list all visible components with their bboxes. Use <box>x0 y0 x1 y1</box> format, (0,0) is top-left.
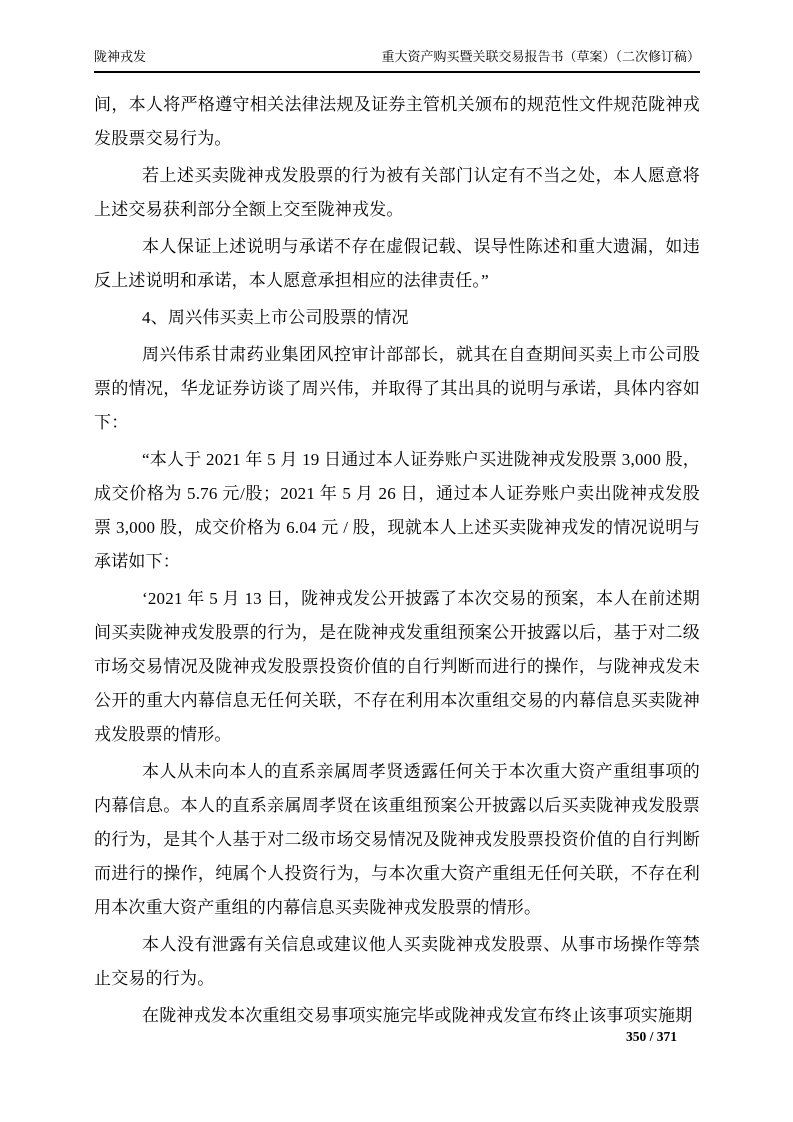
paragraph: ‘2021 年 5 月 13 日，陇神戎发公开披露了本次交易的预案，本人在前述期间买卖陇神戎发股票的行为，是在陇神戎发重组预案公开披露以后，基于对二级市场交易情况及陇神戎发股票投资价值的自行判断而进行的操作，与陇神戎发未公开的重大内幕信息无任何关联，不存在利用本次重组交易的内幕信息买卖陇神戎发股票的情形。 <box>94 589 700 744</box>
paragraph: 本人保证上述说明与承诺不存在虚假记载、误导性陈述和重大遗漏，如违反上述说明和承诺，本人愿意承担相应的法律责任。” <box>94 237 700 290</box>
document-body <box>94 88 700 1036</box>
paragraph: 本人没有泄露有关信息或建议他人买卖陇神戎发股票、从事市场操作等禁止交易的行为。 <box>94 935 700 988</box>
page-footer <box>626 1028 677 1046</box>
header-company-name: 陇神戎发 <box>94 49 147 64</box>
paragraph: 若上述买卖陇神戎发股票的行为被有关部门认定有不当之处，本人愿意将上述交易获利部分全额上交至陇神戎发。 <box>94 166 700 219</box>
page-number: 350 / 371 <box>625 1029 677 1044</box>
paragraph: 周兴伟系甘肃药业集团风控审计部部长，就其在自查期间买卖上市公司股票的情况，华龙证券访谈了周兴伟，并取得了其出具的说明与承诺，具体内容如下： <box>94 345 700 432</box>
paragraph: 本人从未向本人的直系亲属周孝贤透露任何关于本次重大资产重组事项的内幕信息。本人的直系亲属周孝贤在该重组预案公开披露以后买卖陇神戎发股票的行为，是其个人基于对二级市场交易情况及陇神戎发股票投资价值的自行判断而进行的操作，纯属个人投资行为，与本次重大资产重组无任何关联，不存在利用本次重大资产重组的内幕信息买卖陇神戎发股票的情形。 <box>94 762 700 917</box>
paragraph-continuation: 间，本人将严格遵守相关法律法规及证券主管机关颁布的规范性文件规范陇神戎发股票交易行为。 <box>94 95 700 148</box>
header-report-title: 重大资产购买暨关联交易报告书（草案）（二次修订稿） <box>381 49 700 64</box>
page-header <box>94 48 700 73</box>
section-heading: 4、周兴伟买卖上市公司股票的情况 <box>142 308 409 327</box>
paragraph: 在陇神戎发本次重组交易事项实施完毕或陇神戎发宣布终止该事项实施期 <box>142 1006 693 1025</box>
paragraph: “本人于 2021 年 5 月 19 日通过本人证券账户买进陇神戎发股票 3,000 股，成交价格为 5.76 元/股；2021 年 5 月 26 日，通过本人证券账户卖出陇神戎发股票 3,000 股，成交价格为 6.04 元 / 股，现就本人上述买卖陇神戎发的情况说明与承诺如下： <box>94 450 700 571</box>
